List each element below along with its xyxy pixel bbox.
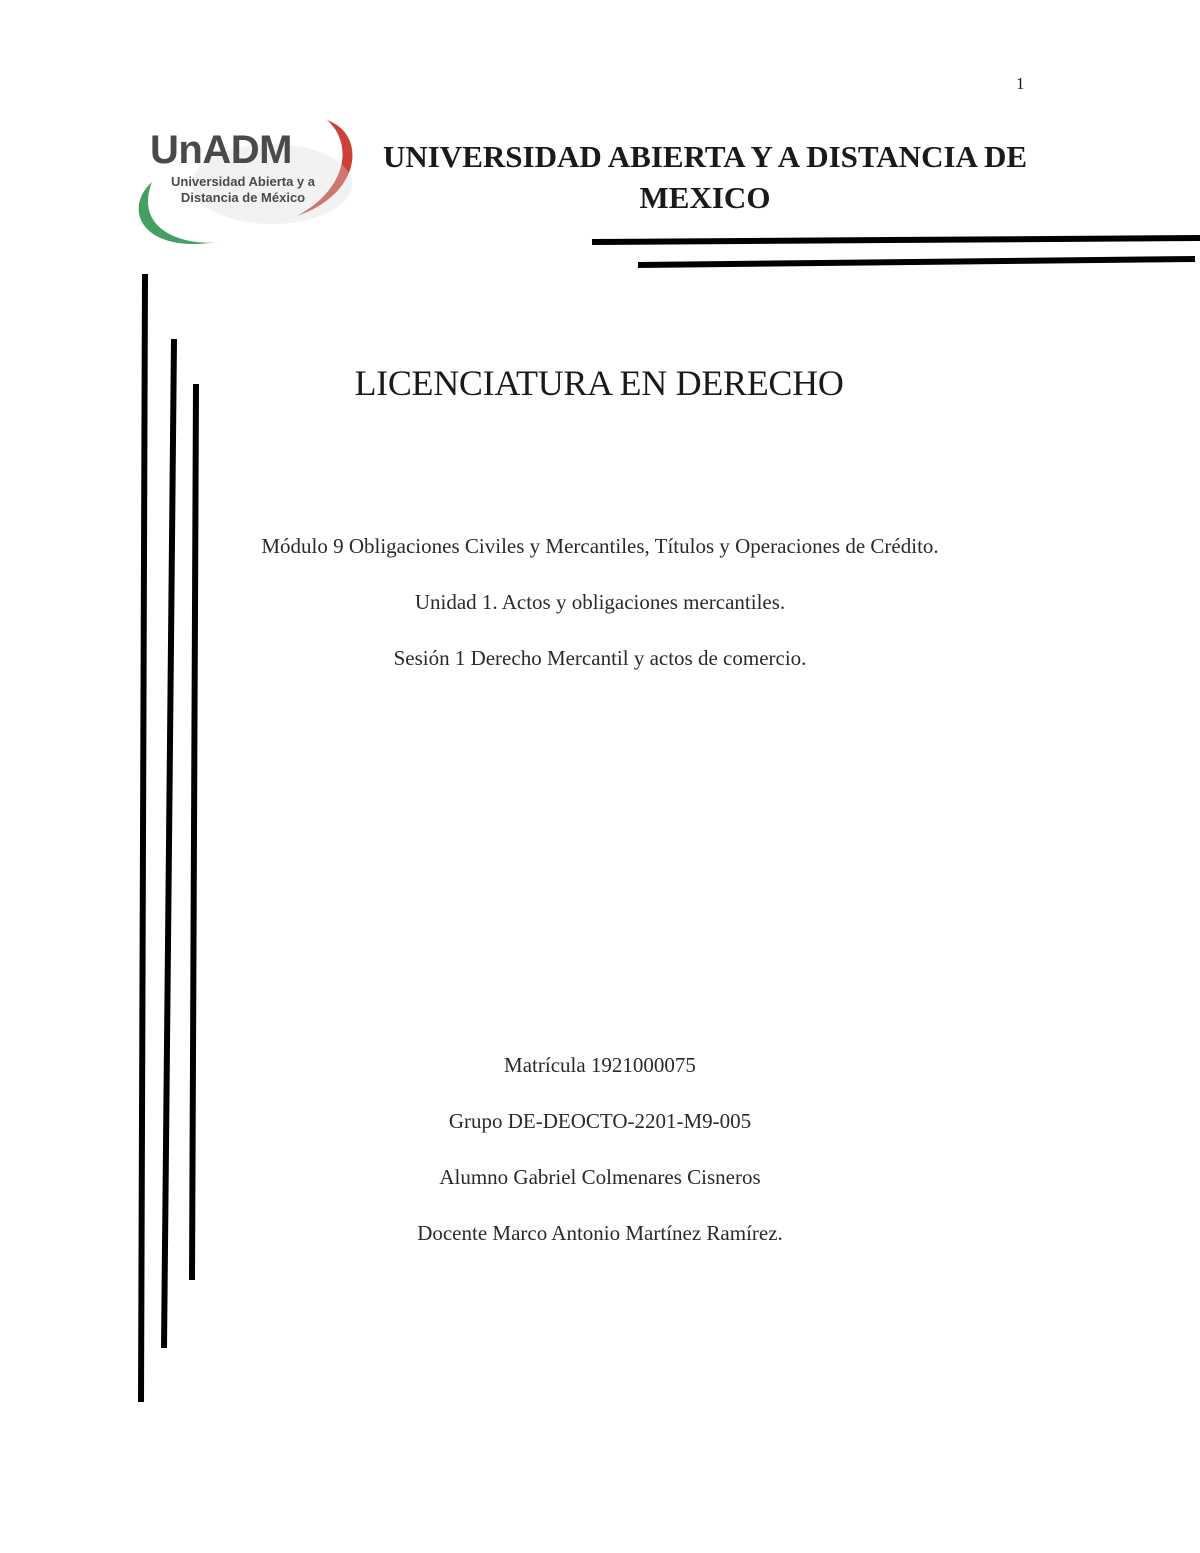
logo-subtitle-line1: Universidad Abierta y a — [170, 174, 315, 189]
matricula-line: Matrícula 1921000075 — [504, 1053, 696, 1077]
grupo-line: Grupo DE-DEOCTO-2201-M9-005 — [448, 1109, 752, 1133]
side-bar-middle — [164, 339, 174, 1348]
module-line: Módulo 9 Obligaciones Civiles y Mercantiles, Títulos y Operaciones de Crédito. — [261, 534, 939, 558]
header-rule-top — [592, 238, 1200, 242]
alumno-line: Alumno Gabriel Colmenares Cisneros — [439, 1165, 761, 1189]
university-name-line2: MEXICO — [639, 180, 771, 215]
docente-line: Docente Marco Antonio Martínez Ramírez. — [417, 1221, 783, 1245]
unit-line: Unidad 1. Actos y obligaciones mercantiles. — [414, 590, 786, 614]
university-name-line1: UNIVERSIDAD ABIERTA Y A DISTANCIA DE — [382, 139, 1028, 174]
page-number: 1 — [1016, 74, 1025, 93]
session-line: Sesión 1 Derecho Mercantil y actos de comercio. — [393, 646, 807, 670]
side-bar-right — [192, 384, 196, 1280]
logo-subtitle-line2: Distancia de México — [180, 190, 306, 205]
header-rule-bottom — [638, 259, 1195, 265]
degree-title — [0, 362, 1200, 404]
degree-title-text: LICENCIATURA EN DERECHO — [354, 363, 844, 403]
logo-wordmark: UnADM — [150, 128, 292, 172]
